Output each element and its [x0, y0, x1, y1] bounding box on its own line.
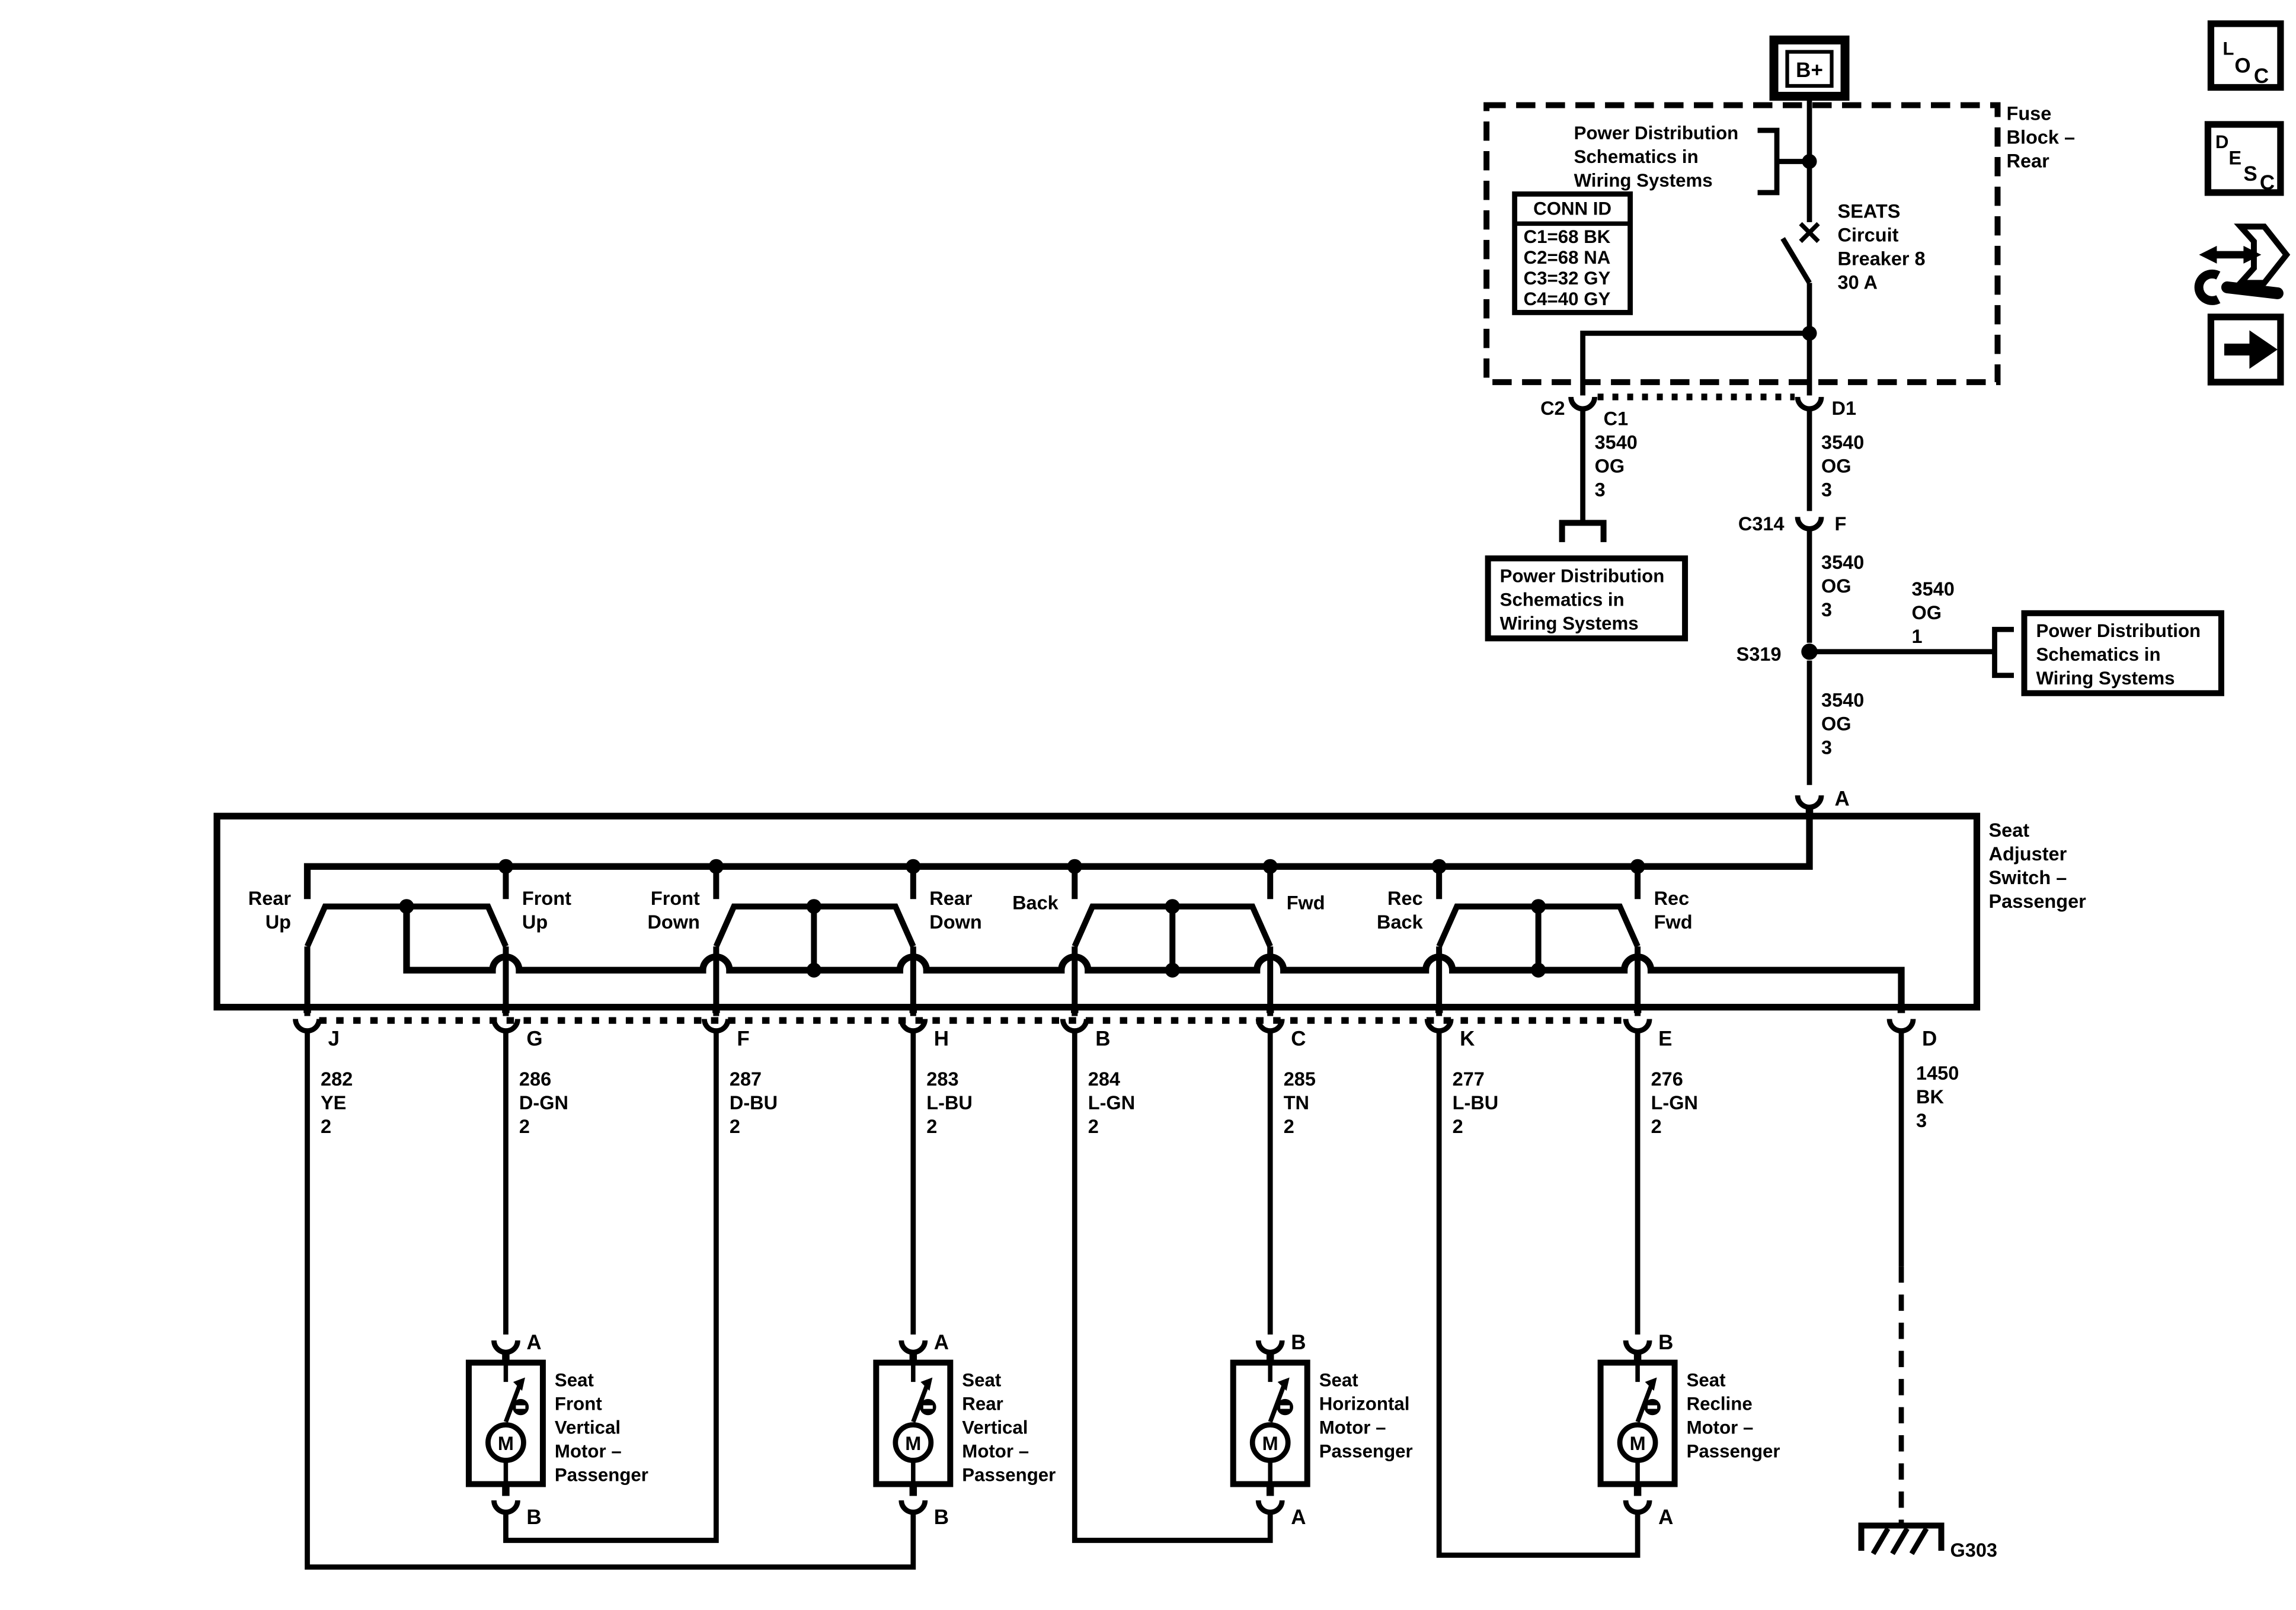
wire-label-line: 3 — [1821, 598, 1833, 620]
terminal-fork-symbol — [1562, 523, 1604, 542]
pin-label: J — [328, 1027, 340, 1051]
wire-label-line: 3540 — [1594, 431, 1638, 453]
switch-position-label: Rear — [929, 888, 973, 910]
motor-name-line: Passenger — [1319, 1441, 1413, 1462]
pin-label: H — [933, 1027, 949, 1051]
fuse-block-label-line: Rear — [2006, 150, 2049, 172]
switch-position-label: Fwd — [1654, 911, 1693, 933]
wire-label-line: L-BU — [1452, 1092, 1499, 1114]
switch-name-line: Adjuster — [1988, 843, 2067, 865]
motor-name-line: Seat — [554, 1369, 594, 1391]
fuse-block-label-line: Block – — [2006, 126, 2076, 148]
switch-position-label: Back — [1376, 911, 1423, 933]
connector-label-d1: D1 — [1831, 397, 1857, 419]
wire-label-line: 2 — [1452, 1116, 1463, 1138]
connector-cup-c314 — [1798, 517, 1821, 529]
wire-label-line: BK — [1916, 1086, 1944, 1108]
switch-position-label: Rear — [248, 888, 292, 910]
motor-pin-label: A — [1291, 1506, 1306, 1529]
fuse-block-rear — [1486, 103, 2075, 395]
splice-label: S319 — [1736, 643, 1782, 665]
conn-id-row: C2=68 NA — [1523, 247, 1611, 268]
motor-name-line: Motor – — [1686, 1417, 1754, 1438]
pin-label: E — [1658, 1027, 1673, 1051]
pin-label: D — [1922, 1027, 1937, 1051]
loc-icon — [2211, 24, 2280, 88]
wire-label-line: D-BU — [729, 1092, 778, 1114]
motor-name-line: Seat — [962, 1369, 1002, 1391]
motor-pin-label: A — [933, 1331, 949, 1355]
breaker-contact-x — [1801, 223, 1818, 241]
wire-label-line: 2 — [926, 1116, 938, 1138]
wire-label-line: 3540 — [1821, 551, 1865, 573]
conn-id-row: C1=68 BK — [1523, 226, 1611, 247]
fuse-block-label-line: Fuse — [2006, 103, 2052, 124]
power-dist-ref-line: Wiring Systems — [1499, 613, 1639, 634]
conn-id-row: C4=40 GY — [1523, 288, 1611, 309]
circuit-breaker-symbol — [1583, 200, 1926, 395]
switch-unit-rear-vertical — [647, 888, 981, 1016]
wire-label-1450-bk-3 — [1916, 1062, 1959, 1131]
service-navigation-icon — [2199, 226, 2287, 300]
splice-dot-s319 — [1801, 644, 1817, 660]
switch-position-label: Down — [647, 911, 700, 933]
wire-label-line: 282 — [321, 1068, 353, 1090]
switch-unit-recline — [1377, 888, 1693, 1016]
switch-name-line: Switch – — [1988, 867, 2067, 889]
connector-cup-c2-c1 — [1571, 397, 1595, 409]
wire-label-line: D-GN — [519, 1092, 568, 1114]
wire-label-line: OG — [1911, 601, 1942, 623]
wire-label-line: OG — [1821, 575, 1851, 597]
breaker-label-line: Breaker 8 — [1837, 248, 1926, 270]
conn-id-table — [1515, 194, 1630, 312]
junction-dot — [1802, 154, 1817, 169]
motor-symbol: M — [497, 1433, 514, 1455]
breaker-label-line: 30 A — [1837, 271, 1878, 293]
wire-label-line: 3540 — [1821, 689, 1865, 711]
pin-label: K — [1460, 1027, 1475, 1051]
wire-label-line: OG — [1594, 455, 1625, 477]
reference-bracket — [1758, 130, 1777, 193]
loc-letter: L — [2223, 38, 2234, 59]
switch-position-label: Rec — [1654, 888, 1690, 910]
wire-label-line: TN — [1283, 1092, 1310, 1114]
wire-label-line: L-BU — [926, 1092, 973, 1114]
switch-connector-pins — [296, 1007, 1937, 1051]
pin-label-f: F — [1834, 513, 1847, 534]
motor-pin-label: B — [933, 1506, 949, 1529]
reference-icons — [2199, 24, 2287, 382]
connector-cup-a — [1798, 795, 1821, 807]
b-plus-label: B+ — [1796, 58, 1823, 82]
desc-letter: S — [2243, 162, 2257, 185]
wire-label-283-l-bu-2 — [926, 1068, 973, 1137]
motor-name-line: Motor – — [1319, 1417, 1386, 1438]
wire-label-line: 277 — [1452, 1068, 1485, 1090]
wire-label-line: 2 — [321, 1116, 332, 1138]
switch-position-label: Up — [265, 911, 292, 933]
ground-g303 — [1862, 1526, 1997, 1561]
pin-label-a: A — [1834, 787, 1850, 811]
loc-letter: O — [2234, 54, 2251, 78]
connector-label-c2: C2 — [1540, 397, 1565, 419]
wire-label-line: 3 — [1821, 737, 1833, 758]
wire-label-line: 285 — [1283, 1068, 1316, 1090]
motor-name-line: Front — [554, 1393, 602, 1414]
wire-label-line: L-GN — [1651, 1092, 1698, 1114]
motor-name-line: Vertical — [554, 1417, 621, 1438]
switch-position-label: Down — [929, 911, 982, 933]
wire-label-line: 284 — [1088, 1068, 1120, 1090]
wire-label-line: 286 — [519, 1068, 552, 1090]
switch-outline — [217, 816, 1977, 1007]
switch-name-line: Seat — [1988, 820, 2030, 841]
battery-feed — [1774, 40, 1845, 222]
motor-symbol: M — [905, 1433, 922, 1455]
wire-label-line: 2 — [1283, 1116, 1294, 1138]
wire-label-line: 1450 — [1916, 1062, 1959, 1084]
wire-label-line: OG — [1821, 455, 1851, 477]
motor-name-line: Horizontal — [1319, 1393, 1410, 1414]
wire-label-287-d-bu-2 — [730, 1068, 778, 1137]
ground-label: G303 — [1950, 1539, 1997, 1561]
wire-label-line: 3 — [1821, 479, 1833, 501]
pin-label: F — [737, 1027, 750, 1051]
pin-label: B — [1095, 1027, 1111, 1051]
motor-name-line: Passenger — [1686, 1441, 1780, 1462]
wire-label-line: 1 — [1911, 625, 1923, 647]
desc-letter: E — [2228, 147, 2242, 169]
switch-position-label: Front — [522, 888, 571, 910]
connector-label-c314: C314 — [1738, 513, 1785, 534]
switch-position-label: Up — [522, 911, 548, 933]
switch-position-label: Rec — [1387, 888, 1423, 910]
motor-seat-horizontal — [1233, 1331, 1413, 1529]
wire-label-line: 3540 — [1911, 578, 1955, 600]
wire-label-284-l-gn-2 — [1088, 1068, 1135, 1137]
motor-pin-label: B — [526, 1506, 542, 1529]
wire-label-line: 2 — [1088, 1116, 1099, 1138]
power-dist-ref-line: Power Distribution — [1499, 565, 1665, 587]
wire-label-277-l-bu-2 — [1453, 1068, 1499, 1137]
motor-name-line: Motor – — [962, 1441, 1029, 1462]
wire-label-282-ye-2 — [321, 1068, 353, 1137]
motor-name-line: Motor – — [554, 1441, 622, 1462]
wire-label-line: 2 — [519, 1116, 530, 1138]
wire-label-line: YE — [321, 1092, 347, 1114]
breaker-branch-wire — [1583, 333, 1809, 395]
power-distribution-reference-top — [1574, 123, 1817, 193]
wire-label-286-d-gn-2 — [519, 1068, 568, 1137]
motor-name-line: Passenger — [554, 1464, 648, 1486]
connector-cup-d1 — [1798, 397, 1821, 409]
pin-label: C — [1291, 1027, 1306, 1051]
motor-name-line: Seat — [1319, 1369, 1358, 1391]
power-dist-ref-line: Schematics in — [1574, 146, 1699, 167]
power-distribution-ref-left — [1488, 409, 1685, 638]
motor-name-line: Recline — [1686, 1393, 1753, 1414]
power-bus — [308, 807, 1810, 899]
power-dist-ref-line: Schematics in — [1499, 589, 1625, 610]
breaker-label-line: SEATS — [1837, 200, 1901, 222]
switch-position-label: Back — [1012, 892, 1059, 914]
desc-icon — [2208, 124, 2280, 194]
wire-label-line: 287 — [729, 1068, 762, 1090]
wire-label-line: L-GN — [1088, 1092, 1136, 1114]
wire-label-line: 2 — [1651, 1116, 1662, 1138]
wire-label-line: 2 — [729, 1116, 740, 1138]
motor-pin-label: B — [1658, 1331, 1674, 1355]
motor-name-line: Vertical — [962, 1417, 1028, 1438]
loc-letter: C — [2253, 64, 2269, 88]
wire-label-276-l-gn-2 — [1651, 1068, 1698, 1137]
conn-id-header: CONN ID — [1533, 198, 1612, 219]
wire-label-line: 3 — [1594, 479, 1606, 501]
motor-name-line: Seat — [1686, 1369, 1726, 1391]
motor-seat-front-vertical — [469, 1331, 648, 1529]
motor-name-line: Rear — [962, 1393, 1003, 1414]
inline-connector-c314 — [1738, 513, 1847, 534]
breaker-label-line: Circuit — [1837, 224, 1899, 246]
harness-wires — [308, 1031, 1959, 1567]
switch-position-label: Front — [650, 888, 700, 910]
switch-name-line: Passenger — [1988, 891, 2086, 913]
conn-id-row: C3=32 GY — [1523, 267, 1611, 289]
arrow-icon — [2211, 317, 2280, 382]
wire-label-line: OG — [1821, 713, 1851, 735]
motor-pin-label: A — [526, 1331, 542, 1355]
power-dist-ref-line: Schematics in — [2036, 644, 2161, 665]
motor-pin-label: A — [1658, 1506, 1674, 1529]
wire-label-line: 283 — [926, 1068, 959, 1090]
switch-position-label: Fwd — [1286, 892, 1325, 914]
motor-pin-label: B — [1291, 1331, 1306, 1355]
motor-seat-recline — [1601, 1331, 1780, 1529]
wire-label-line: 276 — [1651, 1068, 1683, 1090]
motor-name-line: Passenger — [962, 1464, 1056, 1486]
connector-label-c1: C1 — [1603, 408, 1629, 430]
motor-seat-rear-vertical — [876, 1331, 1056, 1529]
switch-unit-horizontal — [1012, 892, 1325, 1016]
power-dist-ref-line: Power Distribution — [2036, 620, 2201, 641]
wire-label-line: 3 — [1916, 1110, 1927, 1132]
pin-label: G — [526, 1027, 543, 1051]
wire-label-line: 3540 — [1821, 431, 1865, 453]
power-dist-ref-line: Power Distribution — [1574, 122, 1739, 143]
motor-symbol: M — [1262, 1433, 1278, 1455]
breaker-arm — [1783, 238, 1809, 283]
motor-symbol: M — [1629, 1433, 1646, 1455]
desc-letter: D — [2215, 131, 2229, 152]
wire-282-ye — [308, 1031, 913, 1567]
main-feed-wire — [1737, 409, 2221, 816]
desc-letter: C — [2259, 171, 2275, 194]
reference-bracket — [1994, 629, 2013, 675]
wire-label-285-tn-2 — [1284, 1068, 1316, 1137]
seat-adjuster-switch — [217, 807, 2086, 1050]
power-dist-ref-line: Wiring Systems — [2036, 667, 2175, 689]
power-dist-ref-line: Wiring Systems — [1574, 169, 1713, 191]
